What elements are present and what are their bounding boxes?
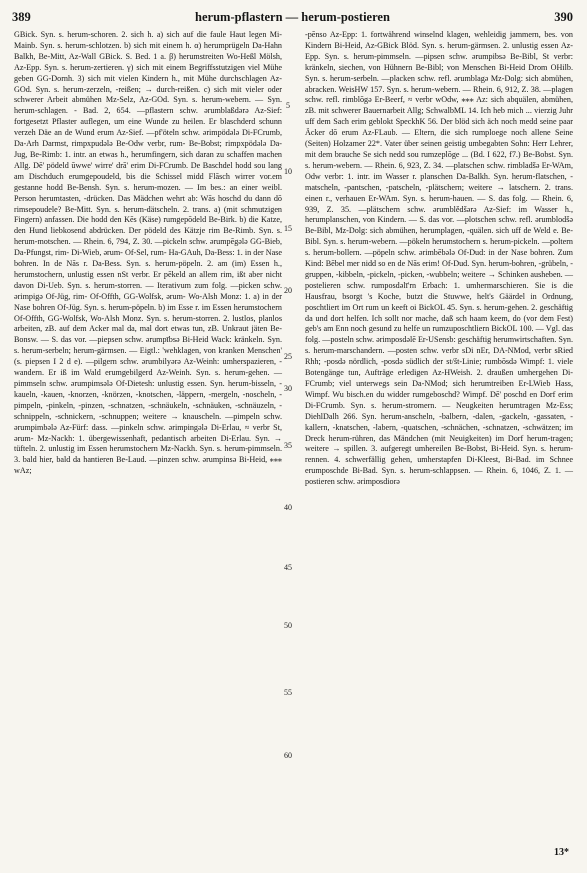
page-number-right: 390	[554, 10, 573, 24]
line-number: 40	[284, 503, 292, 512]
page-number-left: 389	[12, 10, 31, 24]
page-header	[12, 10, 573, 28]
line-number: 20	[284, 286, 292, 295]
signature-mark: 13*	[554, 847, 569, 858]
line-number: 60	[284, 751, 292, 760]
left-column-text: GBick. Syn. s. herum-schoren. 2. sich h. a) sich auf die faule Haut legen Mi-Mainb. Syn. s. herum-schlotzen. b) sich mit einem h. α) herumprügeln Da-Hahn Balkh, Be-Mitt, Az-Wall GBick. S. Bed. 1 a. β) herumstreiten Wo-Heßl Mölsh, Az-Epp. Syn. s. herum-zertieren. γ) sich mit einem Begriffsstutzigen viel Mühe geben GG-Dornh. 3) sich mit vielen Kindern h., mit Mühe durchschlagen Az-GOd. Syn. s. herum-zerzeln, -reißen; → durch-reißen. c) sich mit vieler oder schwerer Arbeit abmühen Mz-Selz, Az-GOd. Syn. s. herum-webern. — Syn. herum-schlagen. - Bad. 2, 654. —pflastern schw. ərumblaßdərə Az-Sief: fortgesetzt Pflaster auflegen, um eine Wunde zu heilen. Er blaschderd schunn verzeh Däe an de Wund erum Az-Sief. —pf'öteln schw. ərimpödələ Di-FCrumb, Da-Arh Darmst, rimpxpudələ Be-Odw verbr, rum- Be-Bobst; rimpxpödələ Da-Jug, Be-Rimb: 1. intr. an etwas h., herumfingern, sich daran zu schaffen machen Allg. Dē' pödeld ūwwe' wirre' drā' erim Di-FCrumb. De Baschdel hodd sou lang am Dischduch erumgepoudeld, bis die Schissel midd Flāsch wirrer vor.em gestanne hodd Be-Bensh. Syn. s. herum-mozen. — Im bes.: an einer weibl. Person herumtasten, -drücken. Das Mädchen wehrt ab: Wās hoschd du dann dō rimsepoudele? Be-Mitt. Syn. s. herum-dätscheln. 2. trans. a) (mit schmutzigen Fingern) anfassen. Die hodd den Kēs (Käse) rumgepōdeld Be-Birk. b) die Katze, den Hund liebkosend abdrücken. Der pödeld des Kätzje rim Be-Rimb. Syn. s. herum-motschen. — Rhein. 6, 794, Z. 30. —pickeln schw. ərumpēgələ GG-Bieb, Da-Pfungst, rim- Di-Wieb, ərum- Of-Sel, rum- Ha-GAuh, Da-Bess: 1. in der Nase bohren. In de Nās r. Da-Bess. Syn. s. herum-pöpeln. 2. am (im) Essen h., herumstochern, unlustig essen nSt verbr. Er pēkeld an allem rim, ißt aber nicht davon Di-Ueb. Syn. s. herum-storren. — Iterativum zum folg. —picken schw. ərimpigə Of-Jüg, rim- Of-Offth, GG-Wolfsk, ərum- Wo-Alsh Monz: 1. a) in der Nase bohren Of-Jüg. Syn. s. herum-pöpeln. b) im Esse r. im Essen herumstochern Of-Offth, GG-Wolfsk, Wo-Alsh Monz. Syn. s. herum-storren. 2. lustlos, planlos arbeiten, zB. auf dem Acker mal da, mal dort etwas tun, zB. Unkraut jäten Be-Bonsw. — S. das vor. —piepsen schw. ərumpībsə Bi-Heid Wack: kränkeln. Syn. s. herum-serbeln; herum-gärmsen. — Eigtl.: 'wehklagen, von kranken Menschen' (s. piepsen I 2 d e). —pilgern schw. ərumbilyərə Az-Weinh: umherspazieren, -wandern. Er iß im Wald erumgebilgerd Az-Weinh. Syn. s. herum-gehen. —pimmseln schw. ərumpimsələ Of-Dietesh: unlustig essen. Syn. herum-bisseln, -kaueln, -kauen, -knorzen, -knörzen, -knotschen, -läppern, -mergeln, -noscheln, -pimpeln, -pinkeln, -pinzen, -schnatzen, -schnäukeln, -schnäuken, -schnäuzeln, -schnippeln, -schnickern, -schnuppen; weitere → knauscheln. —pimpeln schw. ərumpimbələ Az-Fürf: dass. —pinkeln schw. ərimpingələ Di-Erlau, ≈ verbr St, ərum- Mz-Nackh: 1. übergewissenhaft, pedantisch arbeiten Di-Erlau. Syn. → tüfteln. 2. unlustig im Essen herumstochern Mz-Nackh. Syn. s. herum-pimmseln. 3. bald hier, bald da hantieren Be-Laud. —pinzen schw. ərumpinsə Bi-Heid, ⁎⁎⁎ wAz;	[14, 30, 282, 476]
right-column	[305, 30, 573, 488]
line-number: 45	[284, 563, 292, 572]
right-column-text: -pēnso Az-Epp: 1. fortwährend winselnd klagen, wehleidig jammern, bes. von Kindern Bi-Heid, Az-GBick Blöd. Syn. s. herum-gärmsen. 2. unlustig essen Az-Epp. Syn. s. herum-pimmseln. —pipsen schw. ərumpibsə Be-Bibl, St verbr: kränkeln, siechen, von Hühnern Be-Bibl; von Menschen Bi-Heid Drom OHilb. Syn. s. herum-serbeln. —placken schw. refl. ərumblagə Mz-Dolg: sich abmühen, abracken. WeisHW 157. Syn. s. herum-webern. — Rhein. 6, 912, Z. 38. —plagen schw. refl. rimblōgə Er-Beerf, ≈ verbr wOdw, ⁎⁎⁎ Az: sich abquälen, abmühen, zB. mit schwerer Bauernarbeit Allg; SchwalbML 14. Ich heb mich ... vierzig Juhr uff dem Sach erim geblokt SpeckhK 56. Der blöd sich äch noch medd seine paar Äcker dō erum Az-FLaub. — Eltern, die sich rumploege noch allene Seine (Seiten) Holzamer 22*. Vater über seinen geistig umbegabten Sohn: Herr Lehrer, mit dem brauche Se sich nedd sou rumzeplōge ... (Bd. I 622, f7.) Be-Bobst. Syn. s. herum-webern. — Rhein. 6, 923, Z. 34. —platschen schw. rimbladšə Er-WAm, Odw verbr: 1. intr. im Wasser r. planschen Da-Balkh. Syn. herum-flatschen, -matscheln, -pantschen, -patscheln, -plätschern; weitere → latschern. 2. trans. einen r., verhauen Er-WAm. Syn. s. herum-hauen. — S. das folg. — Rhein. 6, 939, Z. 35. —plätschern schw. ərumblědšərə Az-Sief: im Wasser h., herumplanschen, von Kindern. — S. das vor. —plotschen schw. refl. ərumblodšə Be-Bibl, Mz-Dolg: sich abmühen, herumplagen, -quälen. sich uff de Weld e. Be-Bibl. Syn. s. herum-webern. —pökeln herumstochern s. herum-pickeln. —poltern s. herum-bollern. —pöpeln schw. ərimbēbələ Of-Dud: in der Nase bohren. Zum Kind: Bēbel mer nidd so en de Nās erim! Of-Dud. Syn. herum-bohren, -grübeln, -gruppen, -kibbeln, -pickeln, -picken, -wubbeln; weitere → Schinken ausheben. —postelieren schw. rumposdəlī'rn Erbach: 1. umhermarschieren. Sie is die Hausfrau, bsorgt 's Koche, butzt die Stuwwe, helt's Gäärdel in Ordnung, poschtliert im Ort rum un keeft oi BickOL 45. Syn. s. herum-gehen. 2. geschäftig da und dort helfen. Ich sollt nor mache, daß sch haam keem, do (vor dem Fest) geb's am Enn noch gesund zu helfe un rumzuposchtliern BickOL 100. — Vgl. das folg. —posteln schw. ərimposdəlē Er-USensb: geschäftig herumwirtschaften. Syn. s. herum-marschandern. —posten schw. verbr sDi nEr, DA-NMod, verbr sRied Rhh; -posdə nördlich, -posdə südlich der st/št-Linie; rumbōsdə Wimpf: 1. viele Botengänge tun, Aufträge erledigen Az-HWeish. 2. draußen umhergehen Di-FCrumb; viel unterwegs sein Da-NMod; sich herumtreiben Er-LWieb Hass, Wimpf. Wu bisch.en du widder rumgeboschd? Wimpf. Dē' poschd en Dorf erim Di-FCrumb. Syn. s. herum-stromern. — Neugkeiten herumtragen Mz-Ess; DiehlDalh 266. Syn. herum-anscheln, -balbern, -dalen, -gackeln, -gassaten, -kallern, -knatschen, -labern, -quatschen, -schnächen, -schnatzen, -schwätzen; im Dreck herum-rühren, das Mändchen (mit Neuigkeiten) im Dorf herum-tragen; weitere → spillen. 3. aufgeregt umhereilen Be-Bobst, Bi-Heid. Syn. s. herum-rennen. 4. schwerfällig gehen, umherstapfen Di-Kleest, Bi-Bad. im Schnee erumposchde Bi-Bad. Syn. s. herum-schlappsen. — Rhein. 6, 1046, Z. 1. —postieren schw. ərimposdiorə	[305, 30, 573, 487]
line-number: 10	[284, 167, 292, 176]
line-number: 55	[284, 688, 292, 697]
line-number: 15	[284, 224, 292, 233]
line-number: 30	[284, 384, 292, 393]
line-number: 25	[284, 352, 292, 361]
line-number: 5	[286, 101, 290, 110]
line-number: 35	[284, 441, 292, 450]
running-title: herum-pflastern — herum-postieren	[195, 10, 390, 24]
left-column	[14, 30, 282, 477]
line-number: 50	[284, 621, 292, 630]
